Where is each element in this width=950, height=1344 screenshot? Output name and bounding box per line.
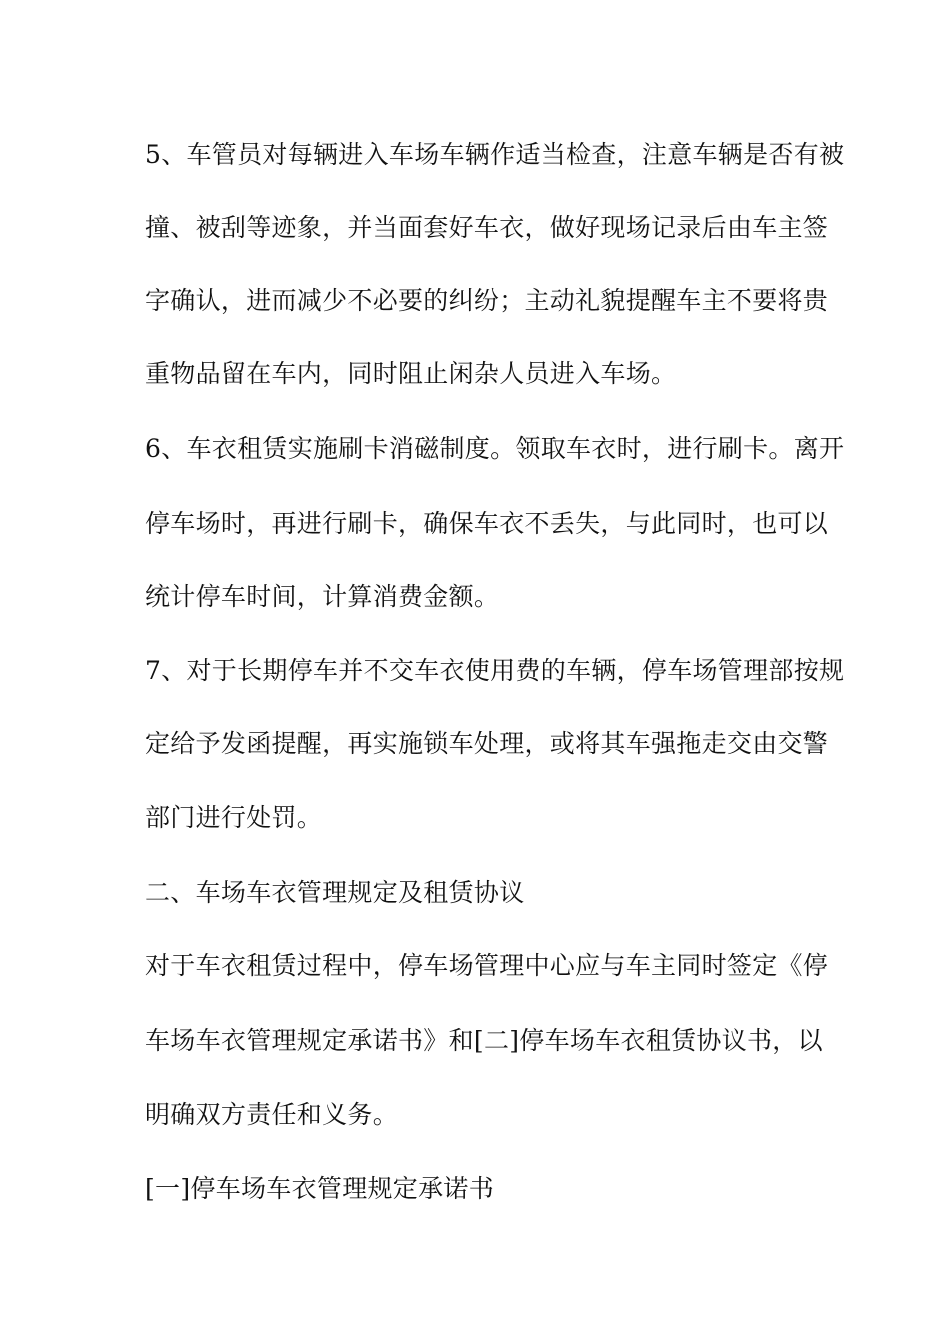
- text-line: 5、车管员对每辆进入车场车辆作适当检查，注意车辆是否有被: [145, 140, 845, 169]
- text-line: 统计停车时间，计算消费金额。: [145, 582, 500, 611]
- text-line: 6、车衣租赁实施刷卡消磁制度。领取车衣时，进行刷卡。离开: [145, 434, 845, 463]
- text-line: 停车场时，再进行刷卡，确保车衣不丢失，与此同时，也可以: [145, 509, 829, 538]
- section-heading: 二、车场车衣管理规定及租赁协议: [145, 878, 525, 907]
- text-line: 定给予发函提醒，再实施锁车处理，或将其车强拖走交由交警: [145, 729, 829, 758]
- text-line: 重物品留在车内，同时阻止闲杂人员进入车场。: [145, 359, 677, 388]
- text-line: 部门进行处罚。: [145, 803, 323, 832]
- text-line: 7、对于长期停车并不交车衣使用费的车辆，停车场管理部按规: [145, 656, 845, 685]
- text-line: 车场车衣管理规定承诺书》和[二]停车场车衣租赁协议书，以: [145, 1026, 823, 1055]
- text-line: 撞、被刮等迹象，并当面套好车衣，做好现场记录后由车主签: [145, 213, 829, 242]
- subsection-heading: [一]停车场车衣管理规定承诺书: [145, 1174, 495, 1203]
- text-line: 明确双方责任和义务。: [145, 1100, 399, 1129]
- text-line: 对于车衣租赁过程中，停车场管理中心应与车主同时签定《停: [145, 951, 829, 980]
- text-line: 字确认，进而减少不必要的纠纷；主动礼貌提醒车主不要将贵: [145, 286, 829, 315]
